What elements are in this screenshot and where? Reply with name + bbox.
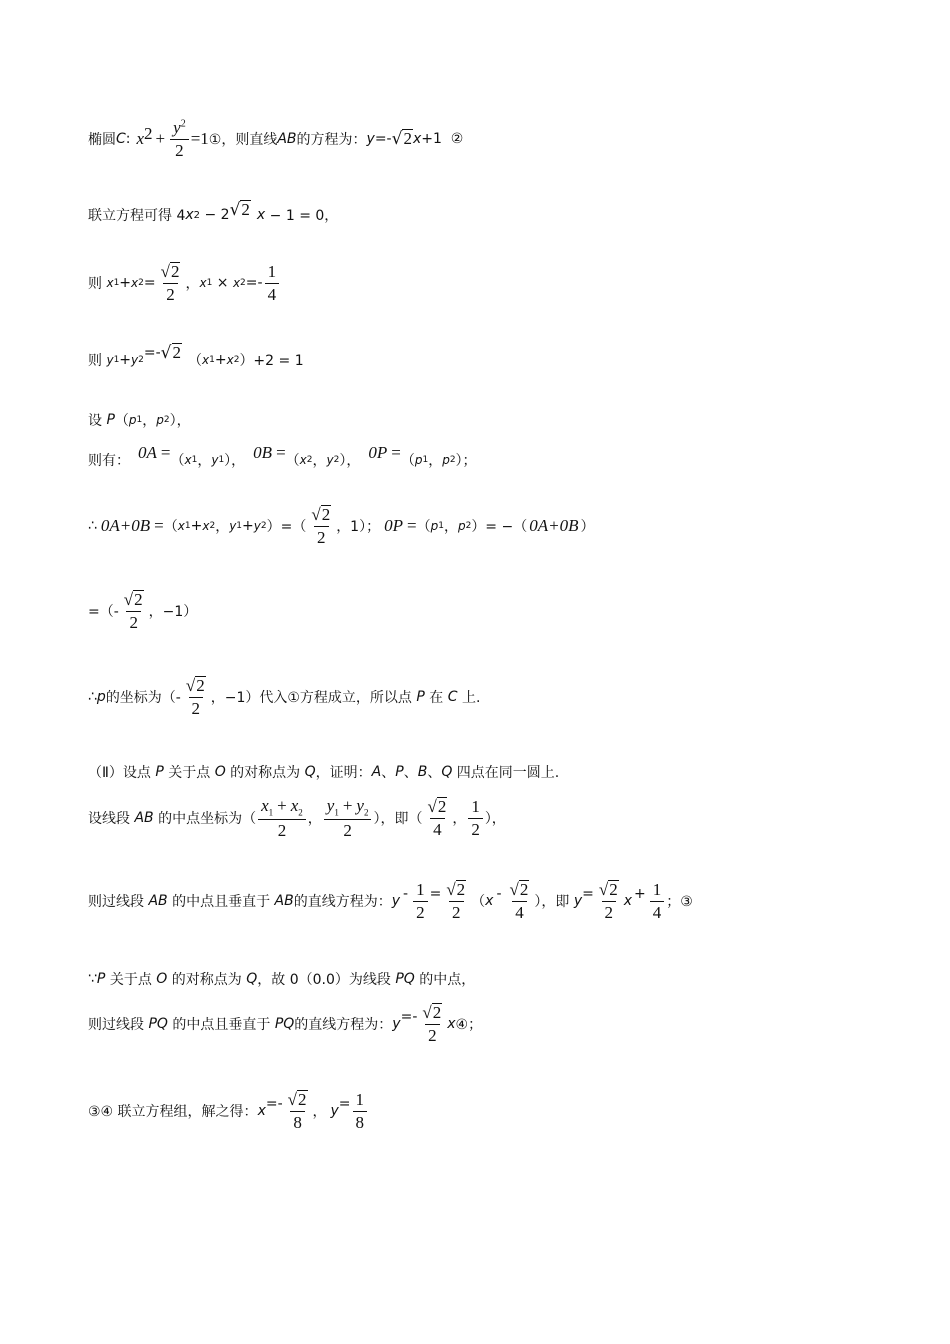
var-x: x — [447, 1016, 456, 1033]
subscript: 2 — [260, 521, 267, 532]
var-o: O — [156, 971, 168, 987]
radicand: 2 — [196, 676, 205, 695]
text: ② — [441, 131, 464, 148]
numerator: 1 — [650, 880, 665, 902]
subscript: 2 — [209, 521, 216, 532]
text: ，证明： — [315, 765, 372, 781]
var-x: x — [412, 131, 422, 148]
fraction-y-mid — [324, 796, 372, 840]
var-p: P — [395, 764, 404, 780]
denominator: 2 — [449, 901, 464, 923]
subscript: 1 — [206, 278, 213, 289]
radicand: 2 — [432, 1003, 442, 1022]
fraction-sqrt2-over-2: √ 2 2 — [123, 590, 143, 632]
line-y-sum — [88, 343, 304, 370]
subscript: 1 — [113, 278, 120, 289]
var-p: p — [442, 453, 450, 467]
subscript: 2 — [465, 521, 472, 532]
var-x: x — [299, 453, 307, 467]
var-y: y — [391, 893, 401, 910]
text: − 1 = 0， — [265, 208, 339, 224]
text: ， — [428, 453, 443, 469]
var-y: y — [229, 519, 237, 534]
var-p: p — [96, 689, 106, 706]
vector-0b: 0B — [253, 443, 273, 462]
subscript: 1 — [422, 455, 429, 465]
comma: ， — [452, 811, 467, 828]
fraction-sqrt2-over-2: √ 2 2 — [446, 880, 466, 922]
denominator: 2 — [471, 819, 480, 839]
var-x: x — [199, 276, 207, 291]
text: =- — [265, 1096, 283, 1113]
equals: = — [391, 443, 401, 462]
text: （ — [400, 453, 415, 469]
subscript: 2 — [163, 415, 170, 425]
numerator: 1 — [265, 262, 280, 284]
numerator: 1 — [468, 797, 483, 819]
equals: = — [429, 886, 442, 903]
text: 则过线段 — [88, 894, 149, 911]
denominator: 4 — [430, 818, 445, 840]
text: （ — [416, 519, 431, 536]
text: 关于点 — [105, 972, 157, 988]
denominator: 4 — [652, 902, 662, 922]
text: =- — [143, 345, 161, 361]
var-a: A — [371, 764, 382, 780]
var-y: y — [211, 453, 219, 467]
denominator: 2 — [416, 902, 425, 922]
text: =- — [245, 275, 263, 292]
subscript: 1 — [268, 807, 274, 818]
text: ， — [443, 519, 458, 536]
var-o: O — [214, 764, 226, 780]
fraction-sqrt2-over-2: √ 2 2 — [160, 262, 180, 304]
text: 椭圆 — [88, 132, 116, 149]
text: ）+2 = 1 — [239, 353, 304, 369]
text: 关于点 — [163, 765, 215, 781]
subscript: 1 — [218, 455, 225, 465]
plus: + — [119, 352, 132, 368]
text: （ — [285, 453, 300, 469]
text: 的直线方程为： — [293, 894, 392, 911]
subscript: 1 — [184, 521, 191, 532]
denominator: 2 — [175, 140, 184, 160]
var-y: y — [356, 796, 364, 815]
equals: = — [154, 516, 164, 536]
var-x: x — [177, 519, 185, 534]
text: 上. — [457, 690, 481, 707]
text: 、 — [403, 765, 418, 781]
text: =- — [400, 1009, 418, 1026]
denominator: 2 — [189, 697, 204, 719]
plus: + — [155, 129, 166, 149]
exp: 2 — [180, 118, 186, 130]
radicand: 2 — [609, 880, 618, 899]
var-p: p — [430, 519, 439, 534]
text: ①，则直线 — [208, 132, 278, 149]
text: ）， — [169, 413, 191, 429]
subscript: 1 — [113, 355, 120, 365]
denominator: 2 — [602, 901, 617, 923]
var-y: y — [326, 453, 334, 467]
text: 则过线段 — [88, 1017, 149, 1034]
equals: = — [407, 516, 417, 536]
line-ellipse-equation — [88, 118, 463, 160]
plus: + — [214, 352, 227, 368]
therefore-symbol: ∴ — [88, 518, 97, 535]
equals: = — [143, 275, 156, 292]
var-x: x — [136, 129, 145, 149]
text: ，−1）代入①方程成立，所以点 — [210, 690, 417, 707]
radicand: 2 — [298, 1090, 307, 1109]
denominator: 4 — [512, 901, 527, 923]
var-c: C — [447, 689, 458, 706]
sqrt-2: √ 2 — [391, 129, 412, 150]
radicand: 2 — [170, 262, 180, 281]
denominator: 2 — [163, 283, 178, 305]
denominator: 2 — [126, 611, 141, 633]
text: ， — [197, 453, 212, 469]
text: 的对称点为 — [225, 765, 305, 781]
fraction-y2-over-2 — [170, 118, 189, 160]
text: ， — [312, 453, 327, 469]
text: ，1）； — [336, 519, 381, 536]
radicand: 2 — [456, 880, 466, 899]
var-x: x — [256, 207, 266, 223]
fraction-1-over-4 — [650, 880, 665, 922]
text: ；③ — [666, 894, 693, 911]
var-x: x — [232, 276, 241, 291]
subscript: 2 — [363, 807, 369, 818]
var-ab: AB — [274, 893, 294, 910]
fraction-sqrt2-over-2: √ 2 2 — [422, 1003, 442, 1045]
var-ab: AB — [134, 810, 154, 827]
denominator: 8 — [290, 1111, 305, 1133]
plus: + — [242, 518, 254, 535]
fraction-1-over-4 — [265, 262, 280, 304]
text: 在 — [424, 690, 448, 707]
var-y: y — [573, 893, 583, 910]
plus: + — [277, 796, 287, 815]
plus: + — [634, 886, 646, 903]
because-symbol: ∵ — [88, 971, 97, 987]
var-y: y — [106, 353, 114, 367]
comma: ， — [185, 276, 200, 293]
text: ），即（ — [373, 811, 423, 828]
var-y: y — [326, 796, 335, 815]
text: 联立方程可得 4 — [88, 208, 186, 224]
var-p: p — [457, 519, 466, 534]
denominator: 2 — [314, 526, 329, 548]
fraction-1-over-2 — [413, 880, 428, 922]
text: : — [125, 131, 131, 148]
var-x: x — [290, 796, 299, 815]
text: （ — [471, 894, 486, 911]
fraction-sqrt2-over-2: √ 2 2 — [185, 676, 205, 718]
denominator: 8 — [355, 1112, 365, 1132]
var-b: B — [417, 764, 428, 780]
text: 则有： — [88, 453, 130, 469]
var-y: y — [253, 519, 261, 534]
text: ）， — [224, 453, 246, 469]
times: × — [212, 275, 233, 292]
text: ， — [215, 519, 230, 536]
text: （ — [114, 413, 129, 429]
text: 、 — [427, 765, 442, 781]
radicand: 2 — [241, 200, 250, 219]
var-y: y — [366, 131, 375, 148]
radicand: 2 — [519, 880, 529, 899]
radicand: 2 — [403, 129, 412, 149]
vector-0p: 0P — [368, 443, 388, 462]
text: ），即 — [534, 894, 574, 911]
var-p: p — [128, 413, 137, 427]
therefore-symbol: ∴ — [88, 689, 97, 706]
text: 的中点， — [414, 972, 476, 988]
subscript: 1 — [334, 807, 339, 818]
text: =（- — [88, 604, 119, 621]
subscript: 1 — [438, 521, 444, 532]
text: ， — [142, 413, 157, 429]
subscript: 2 — [306, 455, 313, 465]
denominator: 2 — [277, 820, 287, 840]
sqrt-2: √ 2 — [229, 200, 250, 220]
fraction-1-over-2 — [468, 797, 483, 839]
var-x: x — [257, 1103, 266, 1120]
text: +1 — [421, 131, 442, 148]
fraction-1-over-8 — [353, 1090, 368, 1132]
text: 四点在同一圆上. — [452, 765, 560, 781]
text: （ — [188, 353, 203, 369]
var-y: y — [131, 353, 139, 367]
radicand: 2 — [321, 505, 331, 524]
minus: - — [403, 886, 409, 903]
subscript: 2 — [233, 355, 240, 365]
var-x: x — [485, 893, 494, 910]
line-vectors — [88, 443, 477, 470]
text: 的对称点为 — [167, 972, 247, 988]
text: （ — [170, 453, 185, 469]
numerator: 1 — [353, 1090, 368, 1112]
var-x: x — [226, 353, 234, 367]
var-x: x — [106, 276, 114, 291]
var-q: Q — [441, 764, 453, 780]
text: ，−1） — [148, 604, 198, 621]
var-p: p — [156, 413, 164, 427]
text: − 2 — [200, 207, 230, 223]
subscript: 1 — [236, 521, 243, 532]
text: ③④ 联立方程组，解之得： — [88, 1104, 258, 1121]
line-perpendicular-ab — [88, 880, 693, 922]
var-p: P — [106, 412, 115, 428]
var-q: Q — [304, 764, 316, 780]
subscript: 2 — [138, 278, 144, 289]
text: （ — [163, 519, 178, 536]
fraction-x-mid — [258, 796, 306, 840]
subscript: 2 — [449, 455, 456, 465]
subscript: 1 — [136, 415, 143, 425]
var-pq: PQ — [148, 1016, 168, 1033]
var-y: y — [330, 1103, 339, 1120]
equals: = — [338, 1096, 351, 1113]
var-p: P — [416, 689, 425, 706]
vector-sum: 0A+0B — [529, 516, 579, 536]
text: 、 — [381, 765, 396, 781]
line-vector-sum — [88, 505, 594, 547]
vector-0a: 0A — [138, 443, 157, 462]
var-y: y — [392, 1016, 401, 1033]
var-p: P — [96, 971, 106, 987]
text: 的直线方程为： — [294, 1017, 393, 1034]
text: ） — [580, 519, 595, 536]
var-x: x — [623, 893, 632, 910]
text: ，故 0（0.0）为线段 — [257, 972, 396, 988]
denominator: 2 — [425, 1024, 440, 1046]
vector-0p: 0P — [384, 516, 403, 536]
var-p: p — [414, 453, 423, 467]
radicand: 2 — [437, 797, 447, 817]
comma: ， — [307, 811, 322, 828]
line-p-coordinates — [88, 676, 480, 718]
text: （Ⅱ）设点 — [88, 765, 156, 781]
var-c: C — [116, 131, 126, 148]
var-x: x — [202, 519, 210, 534]
equals: = — [582, 886, 594, 903]
plus: + — [119, 275, 132, 292]
exp: 2 — [144, 124, 153, 143]
var-ab: AB — [148, 893, 168, 910]
var-y: y — [173, 118, 181, 137]
line-solution — [88, 1090, 369, 1132]
fraction-sqrt2-over-4: √ 2 4 — [509, 880, 529, 922]
text: 的方程为： — [296, 132, 367, 149]
var-x: x — [131, 276, 139, 291]
sqrt-2: √ 2 — [160, 343, 182, 363]
text: ）； — [455, 453, 477, 469]
var-pq: PQ — [395, 971, 415, 987]
text: 设线段 — [88, 811, 135, 828]
text: =- — [374, 131, 392, 148]
text: ）=（ — [266, 519, 307, 536]
fraction-sqrt2-over-8: √ 2 8 — [287, 1090, 307, 1132]
plus: + — [190, 518, 203, 535]
var-x: x — [184, 453, 192, 467]
minus: - — [496, 886, 502, 903]
denominator: 4 — [267, 284, 277, 304]
text: 设 — [88, 413, 107, 429]
vector-sum: 0A+0B — [100, 516, 151, 536]
line-midpoint — [88, 796, 506, 840]
subscript: 2 — [138, 355, 144, 365]
radicand: 2 — [134, 590, 143, 609]
subscript: 2 — [333, 455, 340, 465]
line-part-two — [88, 762, 559, 782]
text: ）= −（ — [471, 519, 528, 536]
subscript: 2 — [240, 278, 246, 289]
text: ）， — [339, 453, 361, 469]
equals-one: =1 — [190, 129, 209, 149]
var-x: x — [261, 796, 269, 815]
text: 的坐标为（- — [105, 690, 181, 707]
text: 则 — [88, 276, 107, 293]
line-symmetry — [88, 969, 475, 989]
var-q: Q — [246, 971, 258, 987]
subscript: 1 — [209, 355, 215, 365]
plus: + — [342, 796, 353, 815]
line-set-p — [88, 410, 191, 430]
subscript: 1 — [191, 455, 198, 465]
denominator: 2 — [343, 820, 352, 840]
line-result — [88, 590, 197, 632]
equals: = — [160, 443, 171, 462]
line-perpendicular-pq — [88, 1003, 482, 1045]
numerator: 1 — [413, 880, 428, 902]
line-x-sum-product — [88, 262, 281, 304]
radicand: 2 — [172, 343, 182, 362]
comma: ， — [312, 1104, 327, 1121]
exp: 2 — [193, 209, 201, 221]
fraction-sqrt2-over-2: √ 2 2 — [311, 505, 331, 547]
text: 的中点坐标为（ — [153, 811, 257, 828]
var-pq: PQ — [274, 1016, 295, 1033]
text: 的中点且垂直于 — [167, 894, 275, 911]
var-x: x — [202, 353, 210, 367]
text: ④； — [455, 1017, 483, 1034]
subscript: 2 — [298, 807, 303, 818]
text: ）， — [484, 811, 506, 828]
text: 则 — [88, 353, 107, 369]
fraction-sqrt2-over-2: √ 2 2 — [598, 880, 618, 922]
var-ab: AB — [277, 131, 297, 148]
equals: = — [276, 443, 286, 462]
text: 的中点且垂直于 — [167, 1017, 275, 1034]
var-x: x — [185, 207, 194, 223]
line-combined-equation — [88, 200, 339, 225]
var-p: P — [155, 764, 164, 780]
fraction-sqrt2-over-4: √ 2 4 — [427, 797, 447, 839]
